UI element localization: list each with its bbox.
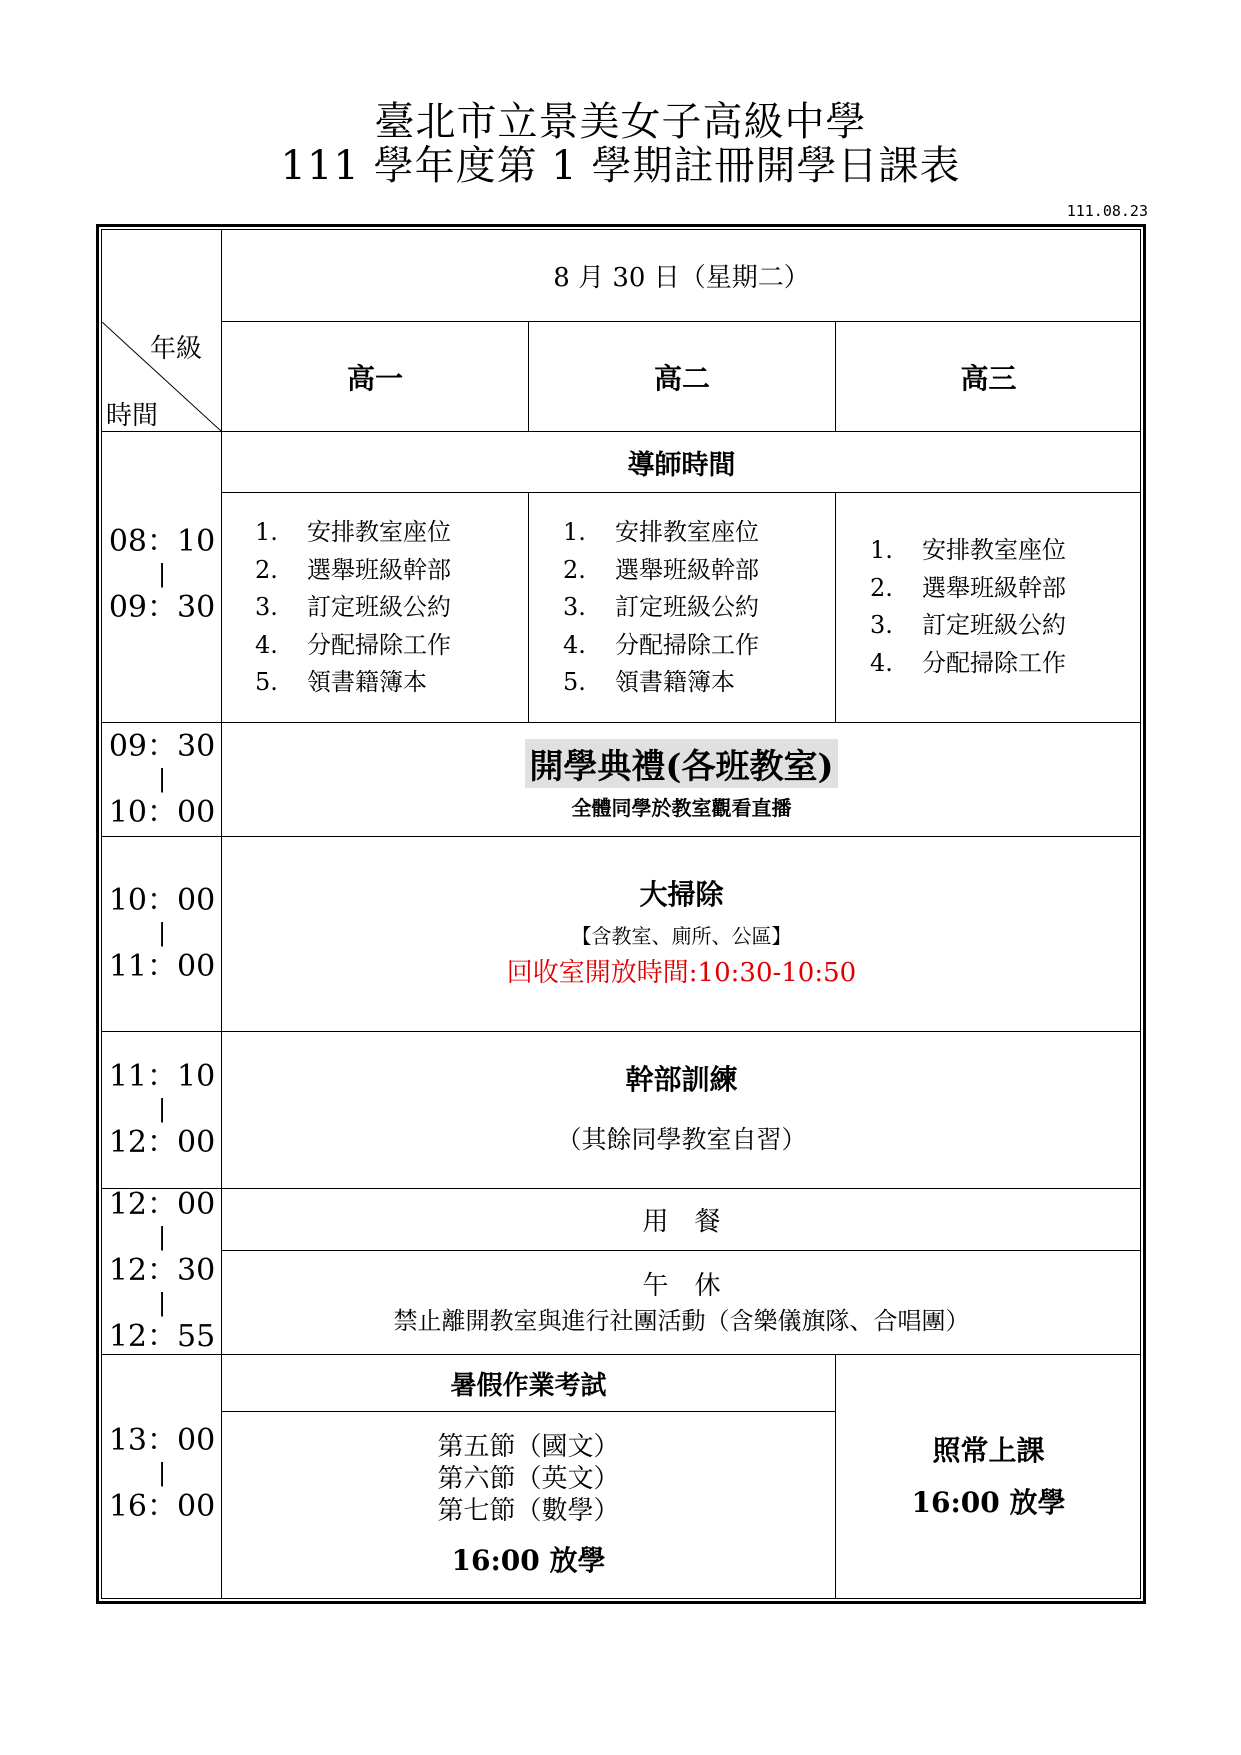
ceremony-time <box>102 730 222 829</box>
afternoon-time <box>102 1424 222 1523</box>
meal-cell: 用 餐 <box>642 1207 721 1237</box>
recycle-note: 回收室開放時間:10:30-10:50 <box>506 958 857 988</box>
ceremony-cell <box>222 723 1141 836</box>
time-end: 12：55 <box>108 1319 216 1354</box>
date-stamp: 111.08.23 <box>1066 202 1148 220</box>
time-separator: | <box>157 560 167 588</box>
time-start: 10：00 <box>108 883 216 918</box>
list-item: 3. 訂定班級公約 <box>255 593 451 621</box>
time-separator: | <box>157 1289 167 1317</box>
time-end: 16：00 <box>108 1489 216 1524</box>
homeroom-title: 導師時間 <box>627 449 736 481</box>
list-item: 5. 領書籍簿本 <box>563 668 735 696</box>
list-item: 3. 訂定班級公約 <box>563 593 759 621</box>
training-note: （其餘同學教室自習） <box>556 1125 807 1154</box>
g3-dismiss: 16:00 放學 <box>911 1486 1066 1519</box>
training-cell <box>222 1032 1141 1188</box>
time-end: 12：00 <box>108 1125 216 1160</box>
school-name: 臺北市立景美女子高級中學 <box>374 99 867 145</box>
day-header: 8 月 30 日（星期二） <box>553 263 810 293</box>
grade-header-3: 高三 <box>960 361 1017 395</box>
homeroom-list-g3 <box>870 532 1066 682</box>
time-end: 10：00 <box>108 795 216 830</box>
list-item: 5. 領書籍簿本 <box>255 668 427 696</box>
cleaning-title: 大掃除 <box>639 878 724 911</box>
row-line <box>222 492 1141 493</box>
document-title: 111 學年度第 1 學期註冊開學日課表 <box>280 143 961 189</box>
list-item: 2. 選舉班級幹部 <box>870 573 1066 602</box>
cleaning-scope: 【含教室、廁所、公區】 <box>571 924 792 948</box>
training-time <box>102 1060 222 1159</box>
exam-dismiss: 16:00 放學 <box>451 1543 606 1577</box>
list-item: 2. 選舉班級幹部 <box>563 555 759 584</box>
training-title: 幹部訓練 <box>625 1063 738 1096</box>
list-item: 3. 訂定班級公約 <box>870 611 1066 639</box>
list-item: 2. 選舉班級幹部 <box>255 555 451 584</box>
time-separator: | <box>157 765 167 793</box>
col-line <box>835 492 836 722</box>
time-separator: | <box>157 1095 167 1123</box>
time-start: 08：10 <box>108 524 216 559</box>
list-item: 1. 安排教室座位 <box>563 518 759 546</box>
grade-header-2: 高二 <box>653 361 710 395</box>
exam-title: 暑假作業考試 <box>450 1370 607 1401</box>
ceremony-subtitle: 全體同學於教室觀看直播 <box>571 795 792 820</box>
time-start: 13：00 <box>108 1423 216 1458</box>
list-item: 1. 安排教室座位 <box>870 536 1066 564</box>
time-mid: 12：30 <box>108 1253 216 1288</box>
time-end: 11：00 <box>108 949 216 984</box>
nap-title: 午 休 <box>642 1270 721 1301</box>
homeroom-time <box>102 525 222 624</box>
nap-note: 禁止離開教室與進行社團活動（含樂儀旗隊、合唱團） <box>393 1306 970 1335</box>
grade-header-1: 高一 <box>346 361 403 395</box>
exam-period-6: 第六節（英文） <box>437 1463 620 1494</box>
exam-period-7: 第七節（數學） <box>437 1495 620 1526</box>
time-end: 09：30 <box>108 590 216 625</box>
homeroom-list-g1 <box>255 514 451 702</box>
time-separator: | <box>157 919 167 947</box>
col-line <box>528 492 529 722</box>
ceremony-title: 開學典禮(各班教室) <box>525 739 837 788</box>
time-start: 12：00 <box>108 1187 216 1222</box>
list-item: 4. 分配掃除工作 <box>563 630 759 659</box>
list-item: 4. 分配掃除工作 <box>255 630 451 659</box>
list-item: 4. 分配掃除工作 <box>870 648 1066 677</box>
exam-cell <box>222 1412 835 1599</box>
time-separator: | <box>157 1223 167 1251</box>
corner-grade-label: 年級 <box>150 334 203 364</box>
time-start: 09：30 <box>108 729 216 764</box>
corner-time-label: 時間 <box>106 401 159 431</box>
lunch-time <box>102 1188 222 1353</box>
g3-afternoon-cell <box>836 1355 1141 1599</box>
time-start: 11：10 <box>108 1059 216 1094</box>
time-separator: | <box>157 1459 167 1487</box>
nap-cell <box>222 1251 1141 1354</box>
homeroom-list-g2 <box>563 514 759 702</box>
exam-period-5: 第五節（國文） <box>437 1431 620 1462</box>
g3-regular-class: 照常上課 <box>932 1434 1045 1467</box>
cleaning-cell <box>222 837 1141 1031</box>
cleaning-time <box>102 884 222 983</box>
list-item: 1. 安排教室座位 <box>255 518 451 546</box>
